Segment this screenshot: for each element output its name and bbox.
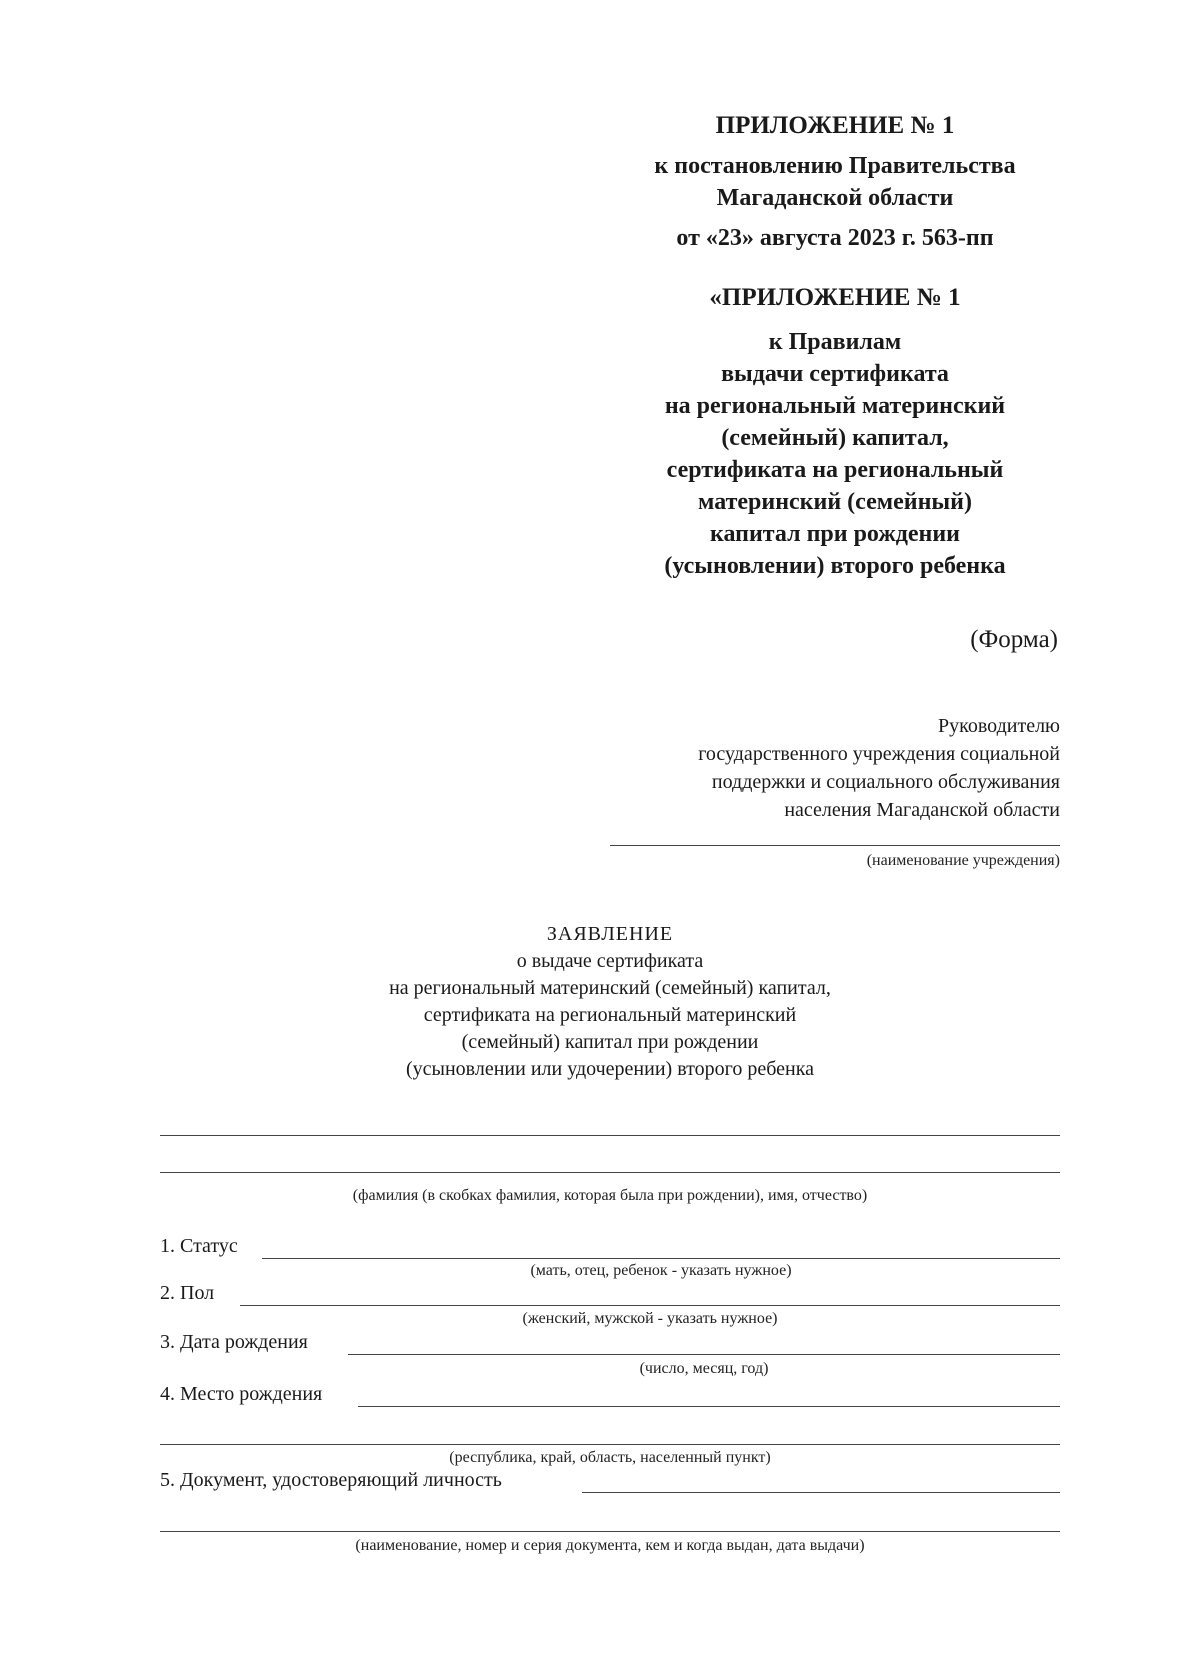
sex-input-line[interactable] bbox=[240, 1305, 1060, 1306]
statement-line: о выдаче сертификата bbox=[516, 950, 704, 972]
birthdate-label: 3. Дата рождения bbox=[160, 1331, 308, 1353]
rules-reference bbox=[610, 326, 1060, 582]
sex-label: 2. Пол bbox=[160, 1282, 215, 1304]
rules-line: капитал при рождении bbox=[710, 521, 960, 547]
sub-appendix-header bbox=[610, 282, 1060, 314]
birthplace-input-line-2[interactable] bbox=[160, 1444, 1060, 1445]
id-document-hint: (наименование, номер и серия документа, кем и когда выдан, дата выдачи) bbox=[355, 1537, 865, 1554]
id-document-input-line-2[interactable] bbox=[160, 1531, 1060, 1532]
status-input-line[interactable] bbox=[262, 1258, 1060, 1259]
addressee-line: Руководителю bbox=[938, 715, 1060, 737]
full-name-line-1[interactable] bbox=[160, 1135, 1060, 1136]
institution-name-line[interactable] bbox=[610, 845, 1060, 846]
rules-line: к Правилам bbox=[768, 329, 902, 355]
decree-line-2: Магаданской области bbox=[716, 185, 954, 211]
birthplace-hint: (республика, край, область, населенный пункт) bbox=[449, 1449, 771, 1466]
addressee-line: поддержки и социального обслуживания bbox=[711, 771, 1060, 793]
rules-line: на региональный материнский bbox=[664, 393, 1006, 419]
status-hint: (мать, отец, ребенок - указать нужное) bbox=[530, 1262, 792, 1279]
rules-line: выдачи сертификата bbox=[721, 361, 949, 387]
full-name-line-2[interactable] bbox=[160, 1172, 1060, 1173]
form-label: (Форма) bbox=[970, 626, 1058, 653]
birthdate-hint: (число, месяц, год) bbox=[639, 1360, 769, 1377]
decree-line-1: к постановлению Правительства bbox=[654, 153, 1016, 179]
birthplace-input-line-1[interactable] bbox=[358, 1406, 1060, 1407]
birthplace-label: 4. Место рождения bbox=[160, 1383, 323, 1405]
appendix-title: ПРИЛОЖЕНИЕ № 1 bbox=[715, 112, 955, 139]
addressee-block bbox=[540, 712, 1060, 824]
addressee-line: государственного учреждения социальной bbox=[698, 743, 1060, 765]
id-document-input-line-1[interactable] bbox=[582, 1492, 1060, 1493]
statement-line: на региональный материнский (семейный) капитал, bbox=[389, 977, 831, 999]
statement-line: (усыновлении или удочерении) второго ребенка bbox=[406, 1058, 814, 1080]
rules-line: материнский (семейный) bbox=[698, 489, 972, 515]
statement-title: ЗАЯВЛЕНИЕ bbox=[546, 923, 674, 945]
addressee-line: населения Магаданской области bbox=[784, 799, 1060, 821]
rules-line: (усыновлении) второго ребенка bbox=[664, 553, 1006, 579]
sub-appendix-title: «ПРИЛОЖЕНИЕ № 1 bbox=[709, 284, 961, 311]
id-document-label: 5. Документ, удостоверяющий личность bbox=[160, 1469, 502, 1491]
rules-line: сертификата на региональный bbox=[666, 457, 1004, 483]
rules-line: (семейный) капитал, bbox=[721, 425, 949, 451]
institution-hint: (наименование учреждения) bbox=[866, 852, 1060, 869]
decree-reference bbox=[610, 150, 1060, 214]
full-name-hint: (фамилия (в скобках фамилия, которая была при рождении), имя, отчество) bbox=[352, 1187, 868, 1204]
decree-date-line: от «23» августа 2023 г. 563-пп bbox=[676, 225, 994, 251]
appendix-header bbox=[610, 110, 1060, 142]
sex-hint: (женский, мужской - указать нужное) bbox=[522, 1310, 778, 1327]
decree-date bbox=[610, 222, 1060, 254]
statement-heading bbox=[300, 921, 920, 1083]
statement-line: (семейный) капитал при рождении bbox=[461, 1031, 759, 1053]
status-label: 1. Статус bbox=[160, 1235, 238, 1257]
birthdate-input-line[interactable] bbox=[348, 1354, 1060, 1355]
statement-line: сертификата на региональный материнский bbox=[423, 1004, 797, 1026]
